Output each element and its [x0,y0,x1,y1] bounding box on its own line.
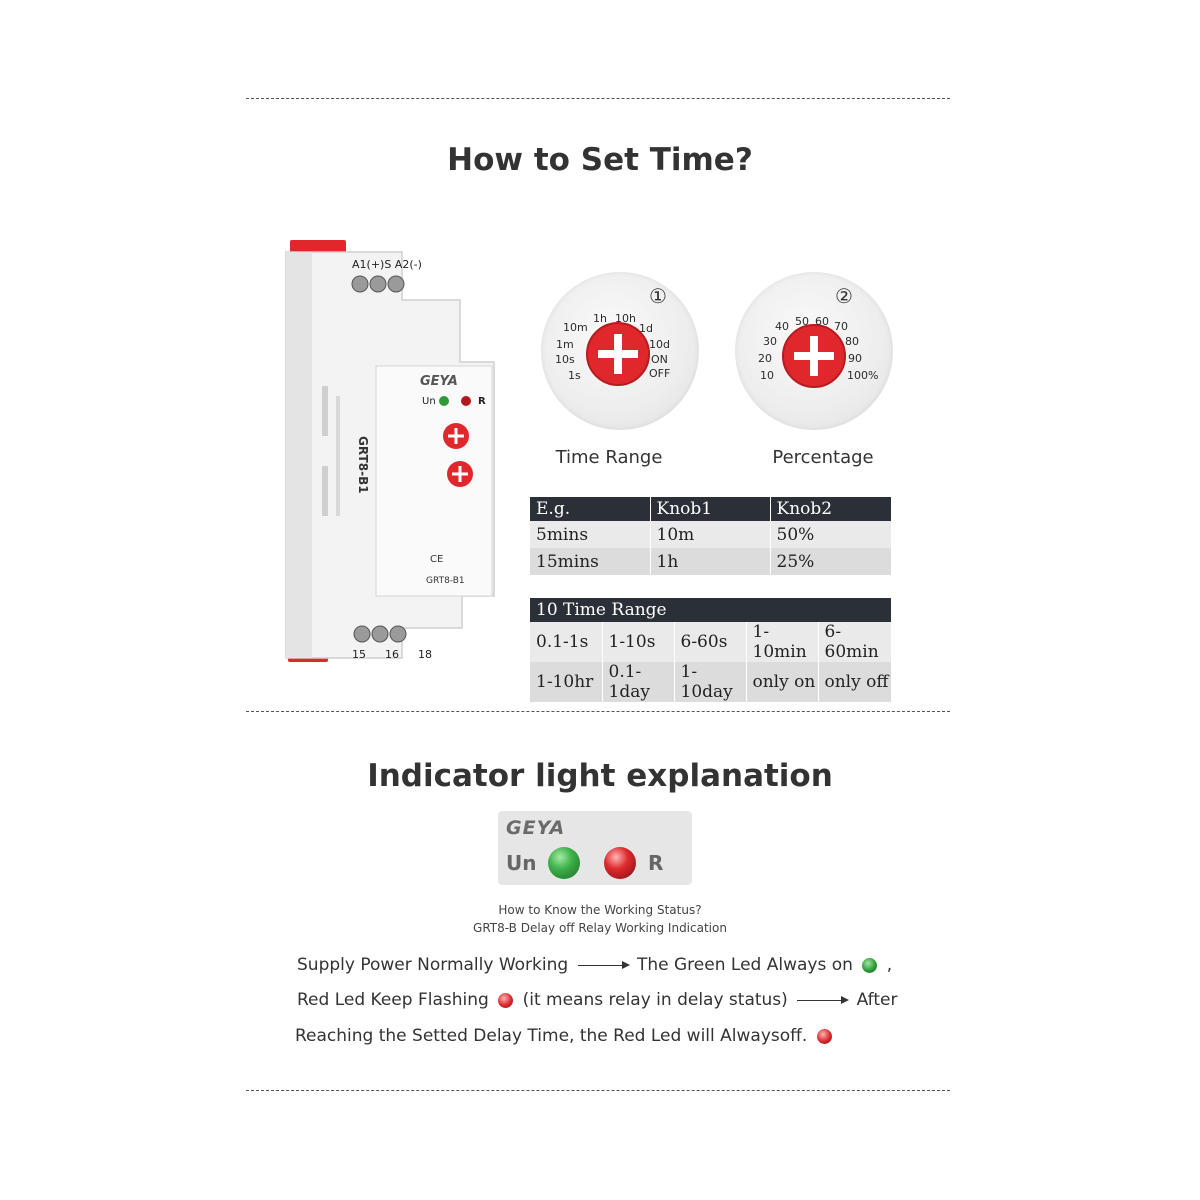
table-cell: 1-10hr [530,662,602,702]
table-cell: 10m [650,521,770,548]
indicator-r-label: R [648,851,664,875]
table-cell: 15mins [530,548,650,575]
table-cell: 6-60s [674,622,746,662]
set-time-title: How to Set Time? [447,142,753,178]
terminal-label-18: 18 [418,648,432,661]
relay-device-drawing [272,236,504,672]
example-table [530,497,892,575]
knob1-badge: ① [649,284,667,308]
table-cell: 1h [650,548,770,575]
knob2-scale-20: 20 [758,352,772,365]
knob1-scale-10h: 10h [615,312,636,325]
relay-device-image [272,236,504,672]
knob2-badge: ② [835,284,853,308]
example-header-knob2: Knob2 [770,497,892,521]
explanation-line-1-end: The Green Led Always on [636,955,853,975]
knob2-percentage-dial [735,272,893,430]
knob2-drawing [735,272,893,430]
red-led-icon [498,993,513,1008]
knob1-caption: Time Range [555,447,663,468]
explanation-line-3-text: Reaching the Setted Delay Time, the Red Led will Alwaysoff. [295,1026,808,1046]
relay-model-label: GRT8-B1 [426,576,465,586]
knob1-scale-1d: 1d [639,322,653,335]
explanation-line-2-end: After [856,990,898,1010]
knob2-scale-40: 40 [775,320,789,333]
explanation-line-1-comma: , [886,955,893,975]
indicator-brand-logo: GEYA [506,817,566,839]
explanation-line-2 [297,990,897,1010]
working-status-question: How to Know the Working Status? [498,903,702,917]
knob1-scale-off: OFF [649,367,671,380]
knob2-scale-70: 70 [834,320,848,333]
relay-terminal-labels-bottom [352,648,432,661]
example-header-knob1: Knob1 [650,497,770,521]
divider-top [246,98,950,99]
indicator-title: Indicator light explanation [367,758,833,794]
table-cell: 1-10day [674,662,746,702]
indicator-un-label: Un [506,851,537,875]
table-cell: 0.1-1s [530,622,602,662]
table-cell: 6-60min [818,622,892,662]
time-range-title: 10 Time Range [530,598,892,622]
knob1-scale-10s: 10s [555,353,575,366]
table-cell: 25% [770,548,892,575]
terminal-label-16: 16 [385,648,399,661]
knob1-scale-1h: 1h [593,312,607,325]
knob1-drawing [541,272,699,430]
table-cell: 50% [770,521,892,548]
relay-led-un-label: Un [422,396,436,407]
knob2-scale-60: 60 [815,315,829,328]
knob1-scale-on: ON [651,353,668,366]
knob2-scale-80: 80 [845,335,859,348]
green-led-icon [548,847,580,879]
table-row [530,662,892,702]
knob2-scale-10: 10 [760,369,774,382]
time-range-table [530,598,892,702]
table-cell: 1-10s [602,622,674,662]
table-cell: only on [746,662,818,702]
example-table-header [530,497,892,521]
arrow-right-icon [797,1000,847,1001]
working-status-subtitle: GRT8-B Delay off Relay Working Indication [473,921,727,935]
relay-ce-mark: CE [430,554,444,565]
table-cell: only off [818,662,892,702]
knob1-scale-1s: 1s [568,369,581,382]
knob1-scale-10m: 10m [563,321,588,334]
example-header-eg: E.g. [530,497,650,521]
table-cell: 5mins [530,521,650,548]
explanation-line-2-start: Red Led Keep Flashing [297,990,489,1010]
red-led-icon [817,1029,832,1044]
knob1-time-range-dial [541,272,699,430]
knob2-scale-90: 90 [848,352,862,365]
relay-model-vertical: GRT8-B1 [356,436,370,494]
terminal-label-15: 15 [352,648,366,661]
relay-terminal-labels-top: A1(+)S A2(-) [352,258,422,271]
table-cell: 1-10min [746,622,818,662]
arrow-right-icon [578,965,628,966]
knob2-scale-30: 30 [763,335,777,348]
knob2-scale-50: 50 [795,315,809,328]
explanation-line-3 [295,1026,836,1046]
divider-bottom [246,1090,950,1091]
relay-led-r-label: R [478,396,486,407]
knob2-scale-100: 100% [847,369,879,382]
indicator-panel-image [498,811,692,885]
knob1-scale-1m: 1m [556,338,574,351]
table-row [530,548,892,575]
knob1-scale-10d: 10d [649,338,670,351]
divider-middle [246,711,950,712]
red-led-icon [604,847,636,879]
explanation-line-1-start: Supply Power Normally Working [297,955,569,975]
green-led-icon [862,958,877,973]
relay-brand-logo: GEYA [420,374,458,389]
table-cell: 0.1-1day [602,662,674,702]
explanation-line-1 [297,955,892,975]
table-row [530,521,892,548]
table-row [530,622,892,662]
explanation-line-2-middle: (it means relay in delay status) [522,990,788,1010]
time-range-table-header [530,598,892,622]
knob2-caption: Percentage [772,447,874,468]
